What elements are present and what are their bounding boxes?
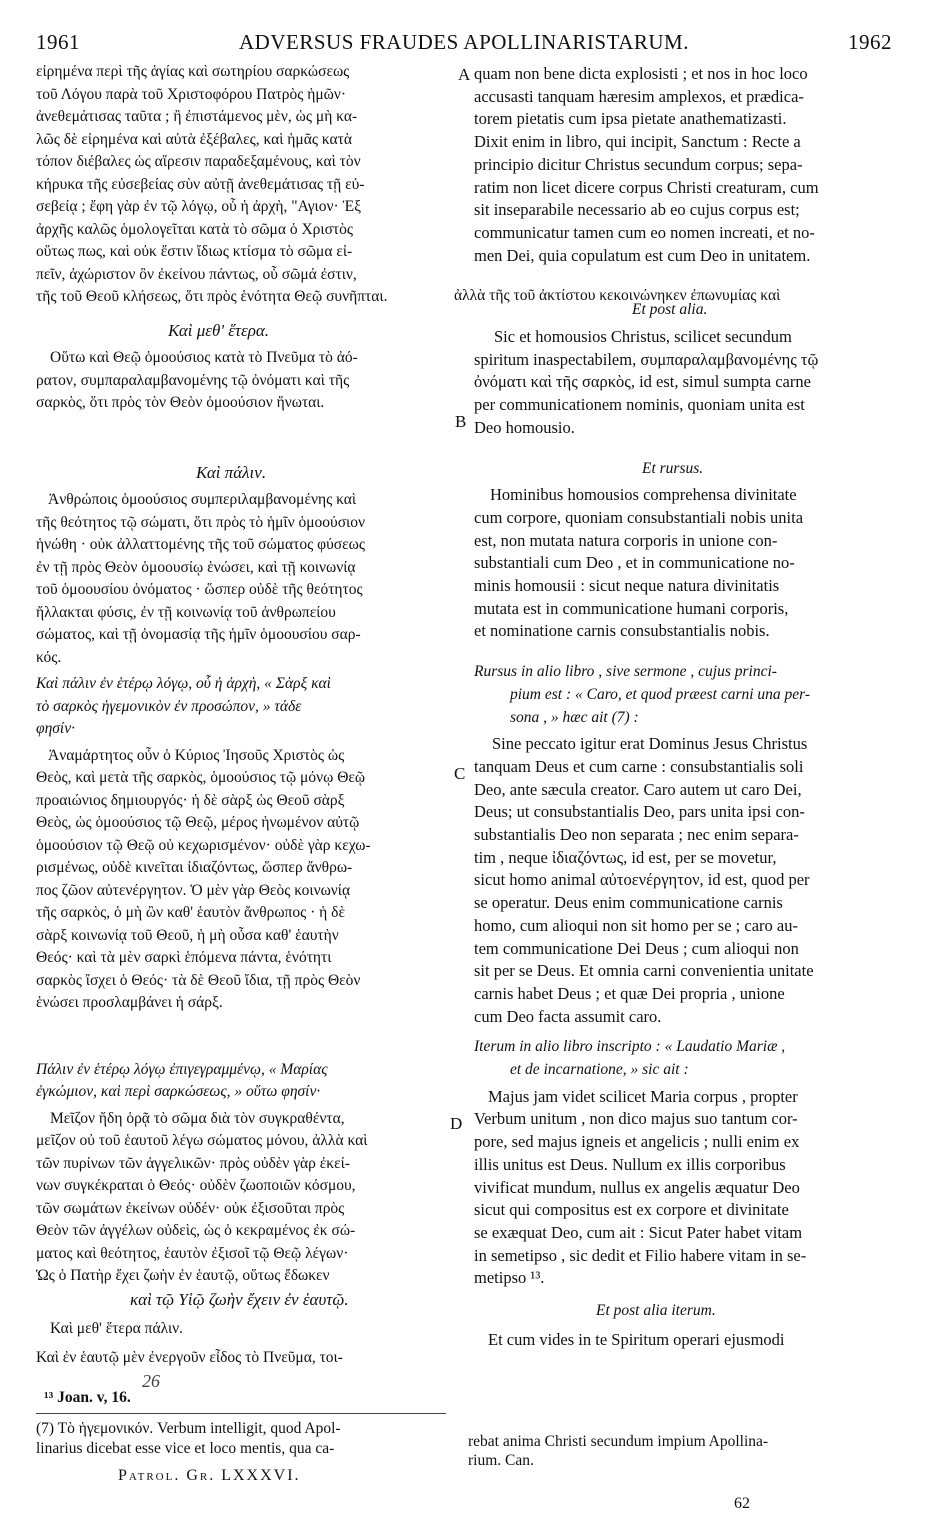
latin-line-26: sona , » hæc ait (7) : [510, 708, 639, 726]
greek-line-19: ἡνώθη · οὐκ ἀλλαττομένης τῆς τοῦ σώματος φύσεως [36, 536, 365, 553]
latin-line-32: tim , neque ἰδιαζόντως, id est, per se movetur, [474, 847, 777, 867]
greek-line-37: Θεός· καὶ τὰ μὲν σαρκὶ ἑπόμενα πάντα, ἑνότητι [36, 949, 332, 966]
running-header [36, 30, 892, 60]
greek-line-1: εἰρημένα περὶ τῆς ἁγίας καὶ σωτηρίου σαρκώσεως [36, 63, 350, 80]
latin-line-11: Sic et homousios Christus, scilicet secundum [494, 327, 792, 346]
margin-marker-b: B [455, 412, 467, 431]
margin-marker-c: C [454, 764, 466, 783]
greek-line-27: φησίν· [36, 720, 75, 737]
latin-line-27: Sine peccato igitur erat Dominus Jesus Christus [492, 734, 808, 754]
greek-line-35: τῆς σαρκὸς, ὁ μὴ ὢν καθ' ἑαυτὸν ἄνθρωπος · ἡ δὲ [36, 904, 345, 921]
greek-line-45: νων συγκέκραται ὁ Θεός· οὐδὲν ζωοποιῶν κόσμου, [36, 1177, 356, 1194]
latin-line-5: principio dicitur Christus secundum corpus; sepa- [474, 154, 803, 174]
latin-line-17: Hominibus homousios comprehensa divinitate [490, 485, 797, 505]
footnote-right-line-1: rebat anima Christi secundum impium Apollina- [468, 1433, 769, 1450]
margin-marker-d: D [450, 1114, 463, 1133]
greek-line-52: Καὶ ἐν ἑαυτῷ μὲν ἐνεργοῦν εἶδος τὸ Πνεῦμα, τοι- [36, 1348, 343, 1366]
latin-line-37: sit per se Deus. Et omnia carni convenientia unitate [474, 961, 814, 981]
greek-line-44: τῶν πυρίνων τῶν ἀγγελικῶν· πρὸς οὐδὲν γὰρ ἐκεί- [36, 1154, 350, 1172]
greek-line-41: ἐγκώμιον, καὶ περὶ σαρκώσεως, » οὕτω φησίν· [36, 1083, 321, 1100]
latin-line-8: communicatur tamen cum eo nomen increati, et no- [474, 222, 815, 242]
latin-line-21: minis homousii : sicut neque natura divinitatis [474, 576, 780, 595]
greek-line-9: οὕτως πως, καὶ οὐκ ἔστιν ἴδιως κτίσμα τὸ σῶμα εἰ- [36, 243, 353, 260]
latin-line-14: per communicationem nominis, quoniam unita est [474, 395, 805, 415]
latin-line-40: Iterum in alio libro inscripto : « Laudatio Mariæ , [474, 1038, 786, 1056]
greek-line-24: κός. [36, 648, 62, 666]
latin-line-24: Rursus in alio libro , sive sermone , cujus princi- [474, 663, 777, 681]
greek-line-17: Ἀνθρώποις ὁμοούσιος συμπεριλαμβανομένης καὶ [48, 491, 357, 508]
greek-line-49: Ὡς ὁ Πατὴρ ἔχει ζωὴν ἐν ἑαυτῷ, οὕτως ἔδωκεν [36, 1267, 330, 1284]
latin-line-4: Dixit enim in libro, qui incipit, Sanctum : Recte a [474, 132, 801, 152]
greek-line-48: ματος καὶ θεότητος, ἑαυτὸν ἐξισοῖ τῷ Θεῷ λέγων· [36, 1244, 349, 1262]
latin-line-16: Et rursus. [642, 459, 704, 477]
latin-line-9: men Dei, quia copulatum est cum Deo in unitatem. [474, 245, 811, 265]
greek-line-33: ρισμένως, οὐδὲ κινεῖται ἰδιαζόντως, ὥσπερ ἄνθρω- [36, 859, 353, 876]
greek-line-22: ἤλλακται φύσις, ἐν τῇ κοινωνίᾳ τοῦ ἀνθρωπείου [36, 603, 336, 621]
greek-line-29: Θεὸς, καὶ μετὰ τῆς σαρκὸς, ὁμοούσιος τῷ μόνῳ Θεῷ [36, 769, 366, 786]
latin-line-28: tanquam Deus et cum carne : consubstantialis soli [474, 756, 804, 776]
latin-line-45: illis unitus est Deus. Nullum ex illis corporibus [474, 1154, 786, 1174]
latin-line-49: in semetipso , sic dedit et Filio habere vitam in se- [474, 1245, 807, 1265]
greek-line-25: Καὶ πάλιν ἐν ἑτέρῳ λόγῳ, οὗ ἡ ἀρχὴ, « Σὰρξ καὶ [36, 675, 331, 692]
header-title: ADVERSUS FRAUDES APOLLINARISTARUM. [239, 30, 689, 54]
latin-line-43: Verbum unitum , non dico majus suo tantum cor- [474, 1109, 798, 1129]
latin-line-23: et nominatione carnis consubstantialis nobis. [474, 621, 770, 641]
latin-line-36: tem communicatione Dei Deus ; cum alioqui non [474, 938, 799, 958]
latin-line-42: Majus jam videt scilicet Maria corpus , propter [488, 1086, 798, 1106]
greek-line-46: τῶν σωμάτων ἐκείνων οὐδέν· οὐκ ἐξισοῦται πρὸς [36, 1199, 345, 1217]
greek-line-50: καὶ τῷ Υἱῷ ζωὴν ἔχειν ἐν ἑαυτῷ. [130, 1289, 349, 1309]
margin-marker-a: A [458, 65, 471, 84]
footnote-right-line-2: rium. Can. [468, 1452, 534, 1469]
greek-line-2: τοῦ Λόγου παρὰ τοῦ Χριστοφόρου Πατρὸς ἡμῶν· [36, 85, 347, 103]
greek-line-18: τῆς θεότητος τῷ σώματι, ὅτι πρὸς τὸ ἡμῖν ὁμοούσιον [36, 513, 365, 531]
footnote-left-line-2: linarius dicebat esse vice et loco mentis, qua ca- [36, 1440, 335, 1457]
latin-line-6: ratim non licet dicere corpus Christi creaturam, cum [474, 177, 819, 197]
greek-line-4: λῶς δὲ εἰρημένα καὶ αὐτὰ ἐξέβαλες, καὶ ἡμᾶς κατὰ [36, 130, 353, 148]
page-number-bottom: 62 [734, 1495, 750, 1512]
latin-line-39: cum Deo facta assumit caro. [474, 1006, 662, 1026]
greek-line-40: Πάλιν ἐν ἑτέρῳ λόγῳ ἐπιγεγραμμένῳ, « Μαρίας [36, 1060, 328, 1078]
greek-line-32: ὁμοούσιον τῷ Θεῷ οὐ κεχωρισμένον· οὐδὲ γὰρ κεχω- [36, 836, 371, 854]
greek-line-6: κήρυκα τῆς εὐσεβείας σὺν αὐτῇ ἀνεθεμάτισας τῇ εὐ- [36, 175, 365, 193]
greek-line-8: ἀρχῆς καλῶς ὁμολογεῖται κατὰ τὸ σῶμα ὁ Χριστὸς [36, 220, 354, 238]
footnote-rule [36, 1413, 446, 1414]
footnote-reference: ¹³ Joan. v, 16. [44, 1389, 131, 1406]
latin-line-41: et de incarnatione, » sic ait : [510, 1061, 689, 1078]
greek-line-7: σεβείᾳ ; ἔφη γὰρ ἐν τῷ λόγῳ, οὗ ἡ ἀρχὴ, "Αγιον· Ἐξ [36, 198, 362, 215]
latin-line-50: metipso ¹³. [474, 1268, 545, 1288]
greek-line-34: πος ζῶον αὐτενέργητον. Ὁ μὲν γὰρ Θεὸς κοινωνίᾳ [36, 881, 351, 899]
greek-line-20: ἐν τῇ πρὸς Θεὸν ὁμοουσίῳ ἑνώσει, καὶ τῇ κοινωνίᾳ [36, 558, 356, 576]
latin-line-2: accusasti tanquam hæresim amplexos, et prædica- [474, 86, 804, 106]
greek-line-21: τοῦ ὁμοουσίου ὀνόματος · ὥσπερ οὐδὲ τῆς θεότητος [36, 581, 363, 598]
greek-line-43: μεῖζον οὐ τοῦ ἑαυτοῦ λέγω σώματος μόνου, ἀλλὰ καὶ [36, 1132, 368, 1149]
signature-mark: Patrol. Gr. LXXXVI. [118, 1467, 301, 1484]
latin-line-48: se exæquat Deo, cum ait : Sicut Pater habet vitam [474, 1222, 803, 1242]
latin-line-34: se operatur. Deus enim communicatione carnis [474, 893, 783, 913]
latin-line-35: homo, cum alioqui non sit homo per se ; caro au- [474, 915, 798, 935]
latin-line-12: spiritum inaspectabilem, συμπαραλαμβανομένης τῷ [474, 349, 819, 369]
latin-line-51: Et post alia iterum. [596, 1302, 716, 1319]
latin-line-31: substantialis Deo non separata ; nec enim separa- [474, 825, 799, 844]
greek-line-36: σὰρξ κοινωνίᾳ τοῦ Θεοῦ, ἡ μὴ οὖσα καθ' ἑαυτὴν [36, 926, 339, 944]
latin-line-13: ὀνόματι καὶ τῆς σαρκὸς, id est, simul sumpta carne [474, 372, 811, 392]
greek-line-38: σαρκὸς ἴσχει ὁ Θεός· τὰ δὲ Θεοῦ ἴδια, τῇ πρὸς Θεὸν [36, 971, 361, 989]
latin-line-20: substantiali cum Deo , et in communicatione no- [474, 553, 795, 573]
latin-line-33: sicut homo animal αὐτοενέργητον, id est, quod per [474, 870, 810, 890]
greek-line-16: Καὶ πάλιν. [196, 462, 267, 482]
greek-line-28: Ἀναμάρτητος οὖν ὁ Κύριος Ἰησοῦς Χριστὸς ὡς [48, 746, 345, 764]
greek-line-26: τὸ σαρκὸς ἡγεμονικὸν ἐν προσώπον, » τάδε [36, 697, 302, 715]
latin-line-29: Deo, ante sæcula creator. Caro autem ut caro Dei, [474, 779, 802, 799]
latin-line-30: Deus; ut consubstantialis Deo, pars unita ipsi con- [474, 802, 805, 822]
latin-line-44: pore, sed majus igneis et angelicis ; nulli enim ex [474, 1132, 800, 1152]
latin-line-1: quam non bene dicta explosisti ; et nos in hoc loco [474, 64, 808, 83]
header-page-left: 1961 [36, 30, 80, 54]
latin-line-18: cum corpore, quoniam consubstantiali nobis unita [474, 507, 804, 527]
greek-line-30: προαιώνιος δημιουργός· ἡ δὲ σὰρξ ὡς Θεοῦ σὰρξ [36, 791, 345, 809]
greek-line-39: ἑνώσει προσλαμβάνει ἡ σάρξ. [36, 994, 223, 1011]
greek-line-11: τῆς τοῦ Θεοῦ κλήσεως, ὅτι πρὸς ἑνότητα Θεῷ συνῆπται. [36, 288, 388, 305]
latin-line-3: torem pietatis cum ipsa pietate anathematizasti. [474, 109, 787, 129]
latin-line-15: Deo homousio. [474, 417, 575, 437]
handwritten-note: 26 [142, 1371, 160, 1391]
greek-line-31: Θεὸς, ὡς ὁμοούσιος τῷ Θεῷ, μέρος ἡνωμένον αὐτῷ [36, 814, 360, 831]
latin-line-25: pium est : « Caro, et quod præest carni una per- [510, 685, 811, 703]
latin-line-7: sit inseparabile necessario ab eo cujus corpus est; [474, 200, 800, 220]
greek-line-10: πεῖν, ἀχώριστον ὂν ἐκείνου πάντως, οὗ σῶμά ἐστιν, [36, 265, 357, 283]
greek-span-line: ἀλλὰ τῆς τοῦ ἀκτίστου κεκοινώνηκεν ἐπωνυμίας καὶ [454, 287, 781, 304]
greek-line-14: ρατον, συμπαραλαμβανομένης τῷ ὀνόματι καὶ τῆς [36, 371, 350, 389]
greek-line-5: τόπον διέβαλες ὡς αἵρεσιν παραδεξαμένους, καὶ τὸν [36, 153, 361, 170]
greek-line-51: Καὶ μεθ' ἕτερα πάλιν. [50, 1320, 183, 1337]
latin-line-38: carnis habet Deus ; et quæ Dei propria , unione [474, 983, 785, 1003]
greek-line-13: Οὕτω καὶ Θεῷ ὁμοούσιος κατὰ τὸ Πνεῦμα τὸ ἀό- [50, 349, 358, 366]
latin-line-52: Et cum vides in te Spiritum operari ejusmodi [488, 1329, 785, 1349]
greek-line-42: Μεῖζον ἤδη ὁρᾷ τὸ σῶμα διὰ τὸν συγκραθέντα, [50, 1109, 345, 1127]
latin-line-22: mutata est in communicatione humani corporis, [474, 598, 789, 618]
latin-line-47: sicut qui compositus est ex corpore et divinitate [474, 1200, 789, 1220]
header-page-right: 1962 [848, 30, 892, 54]
greek-line-3: ἀνεθεμάτισας ταῦτα ; ἢ ἐπιστάμενος μὲν, ὡς μὴ κα- [36, 108, 358, 125]
latin-line-46: vivificat mundum, nullus ex angelis æquatur Deo [474, 1177, 800, 1197]
footnote-left-line-1: (7) Τὸ ἡγεμονικόν. Verbum intelligit, quod Apol- [36, 1420, 341, 1437]
greek-line-12: Καὶ μεθ' ἕτερα. [168, 320, 270, 340]
latin-line-10: Et post alia. [632, 301, 708, 319]
greek-line-23: σώματος, καὶ τῇ ὀνομασίᾳ τῆς ἡμῖν ὁμοουσίου σαρ- [36, 626, 361, 643]
greek-line-15: σαρκὸς, ὅτι πρὸς τὸν Θεὸν ὁμοούσιον ἥνωται. [36, 394, 325, 411]
greek-line-47: Θεὸν τῶν ἀγγέλων οὐδεὶς, ὡς ὁ κεκραμένος ἐκ σώ- [36, 1222, 356, 1239]
latin-line-19: est, non mutata natura corporis in unione con- [474, 530, 778, 550]
